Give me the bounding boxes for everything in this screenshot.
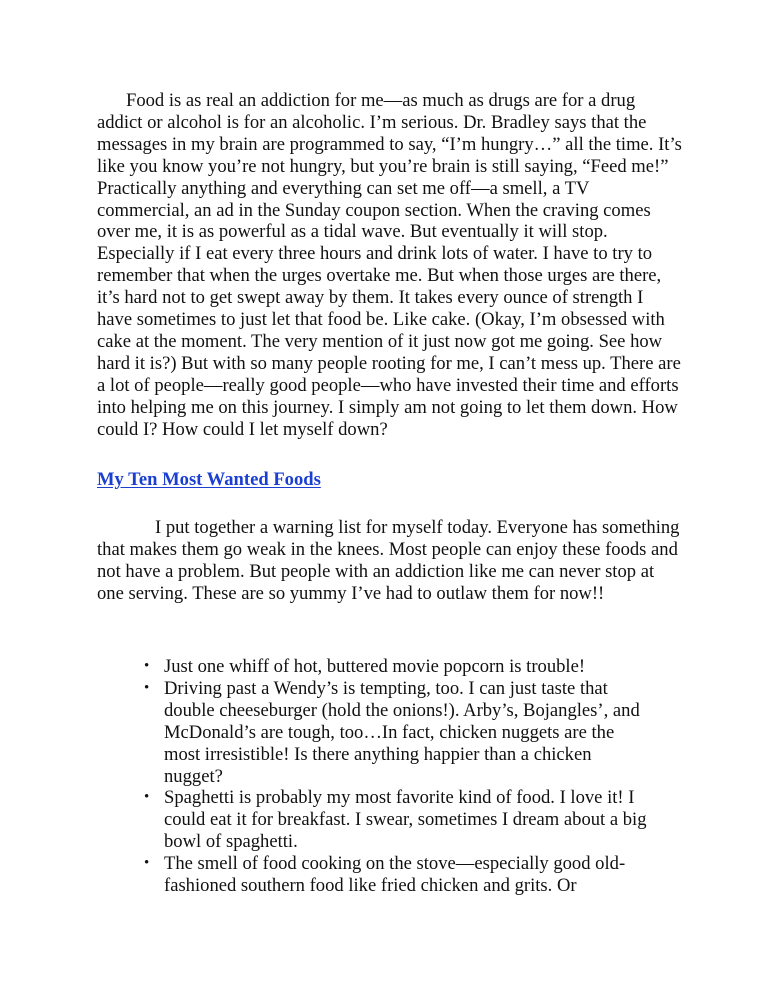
- bullet-icon: •: [144, 855, 150, 872]
- list-item: [144, 678, 654, 788]
- list-item: [144, 853, 654, 897]
- list-item-text: Spaghetti is probably my most favorite kind of food. I love it! I could eat it for breakfast. I swear, sometimes I dream about a big bowl of spaghetti.: [164, 787, 647, 853]
- list-item: [144, 787, 654, 853]
- list-item-text: Driving past a Wendy’s is tempting, too. I can just taste that double cheeseburger (hold the onions!). Arby’s, Bojangles’, and McDonald’s are tough, too…In fact, chicken nuggets are the most irresistible! Is there anything happier than a chicken nugget?: [164, 677, 640, 787]
- section-heading-link[interactable]: My Ten Most Wanted Foods: [97, 469, 321, 490]
- bullet-icon: •: [144, 679, 150, 696]
- list-item-text: Just one whiff of hot, buttered movie popcorn is trouble!: [164, 656, 586, 677]
- body-paragraph-intro: Food is as real an addiction for me—as much as drugs are for a drug addict or alcohol is for an alcoholic. I’m serious. Dr. Bradley says that the messages in my brain are programmed to say, “I’m hungry…” all the time. It’s like you know you’re not hungry, but you’re brain is still saying, “Feed me!” Practically anything and everything can set me off—a smell, a TV commercial, an ad in the Sunday coupon section. When the craving comes over me, it is as powerful as a tidal wave. But eventually it will stop. Especially if I eat every three hours and drink lots of water. I have to try to remember that when the urges overtake me. But when those urges are there, it’s hard not to get swept away by them. It takes every ounce of strength I have sometimes to just let that food be. Like cake. (Okay, I’m obsessed with cake at the moment. The very mention of it just now got me going. See how hard it is?) But with so many people rooting for me, I can’t mess up. There are a lot of people—really good people—who have invested their time and efforts into helping me on this journey. I simply am not going to let them down. How could I? How could I let myself down?: [97, 90, 682, 440]
- body-paragraph-warning-list: I put together a warning list for myself today. Everyone has something that makes them go weak in the knees. Most people can enjoy these foods and not have a problem. But people with an addiction like me can never stop at one serving. These are so yummy I’ve had to outlaw them for now!!: [97, 517, 680, 604]
- list-item: [144, 656, 654, 678]
- bulleted-food-list: [144, 656, 654, 897]
- bullet-icon: •: [144, 658, 150, 674]
- list-item-text: The smell of food cooking on the stove—especially good old-fashioned southern food like fried chicken and grits. Or: [164, 853, 626, 897]
- bullet-icon: •: [144, 789, 150, 806]
